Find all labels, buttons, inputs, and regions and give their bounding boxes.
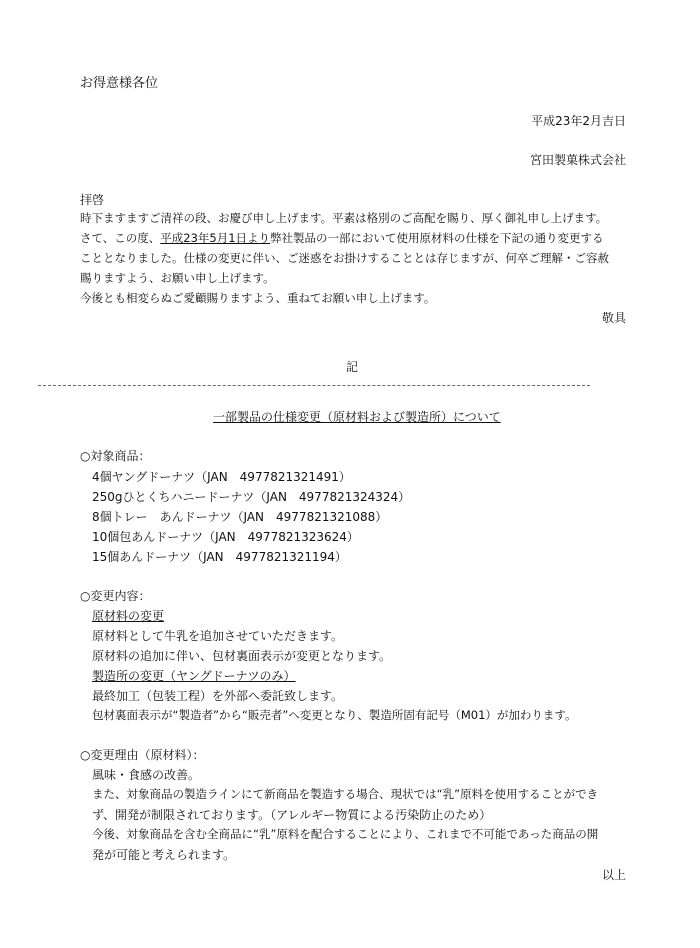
product-item: 10個包あんドーナツ（JAN 4977821323624） (92, 530, 359, 544)
company-name: 宮田製菓株式会社 (529, 153, 626, 167)
body-line-3: こととなりました。仕様の変更に伴い、ご迷惑をお掛けすることとは存じますが、何卒ご理解・ご容赦 (80, 251, 609, 265)
body-line-2-start: さて、この度、 (80, 231, 161, 245)
product-item: 8個トレー あんドーナツ（JAN 4977821321088） (92, 510, 388, 524)
factory-change-line-1: 最終加工（包装工程）を外部へ委託致します。 (92, 689, 344, 703)
product-item: 250gひとくちハニードーナツ（JAN 4977821324324） (92, 490, 411, 504)
reason-line-1: 風味・食感の改善。 (92, 768, 201, 782)
product-item: 4個ヤングドーナツ（JAN 4977821321491） (92, 470, 351, 484)
material-change-line-1: 原材料として牛乳を追加させていただきます。 (92, 629, 344, 643)
reason-line-5: 発が可能と考えられます。 (92, 848, 236, 862)
closing-ijou: 以上 (601, 868, 626, 882)
body-line-1: 時下ますますご清祥の段、お慶び申し上げます。平素は格別のご高配を賜り、厚く御礼申し上げます。 (80, 211, 608, 225)
factory-change-line-2: 包材裏面表示が“製造者”から“販売者”へ変更となり、製造所固有記号（M01）が加わります。 (92, 708, 577, 722)
subtitle: 一部製品の仕様変更（原材料および製造所）について (213, 410, 501, 424)
effective-date-underlined: 平成23年5月1日より (160, 231, 271, 245)
body-line-5: 今後とも相変らぬご愛顧賜りますよう、重ねてお願い申し上げます。 (80, 291, 436, 305)
body-line-4: 賜りますよう、お願い申し上げます。 (80, 271, 275, 285)
reason-line-4: 今後、対象商品を含む全商品に“乳”原料を配合することにより、これまで不可能であった商品の開 (92, 827, 599, 841)
change-reason-heading: ○変更理由（原材料）： (80, 748, 205, 762)
reason-line-3: ず、開発が制限されております。（アレルギー物質による汚染防止のため） (92, 808, 492, 822)
closing-keigu: 敬具 (601, 311, 626, 325)
product-item: 15個あんドーナツ（JAN 4977821321194） (92, 550, 347, 564)
document-date: 平成23年2月吉日 (531, 114, 626, 128)
salutation: 拝啓 (80, 193, 105, 207)
target-products-heading: ○対象商品： (80, 449, 151, 463)
factory-change-heading: 製造所の変更（ヤングドーナツのみ） (92, 669, 296, 683)
addressee: お得意様各位 (80, 76, 159, 91)
change-content-heading: ○変更内容： (80, 589, 151, 603)
body-line-2-end: 弊社製品の一部において使用原材料の仕様を下記の通り変更する (270, 231, 604, 245)
material-change-heading: 原材料の変更 (92, 609, 165, 623)
ki-heading: 記 (346, 360, 359, 374)
material-change-line-2: 原材料の追加に伴い、包材裏面表示が変更となります。 (92, 649, 392, 663)
dashed-divider (38, 385, 590, 386)
body-line-2 (80, 230, 604, 246)
reason-line-2: また、対象商品の製造ラインにて新商品を製造する場合、現状では“乳”原料を使用することができ (92, 787, 599, 801)
